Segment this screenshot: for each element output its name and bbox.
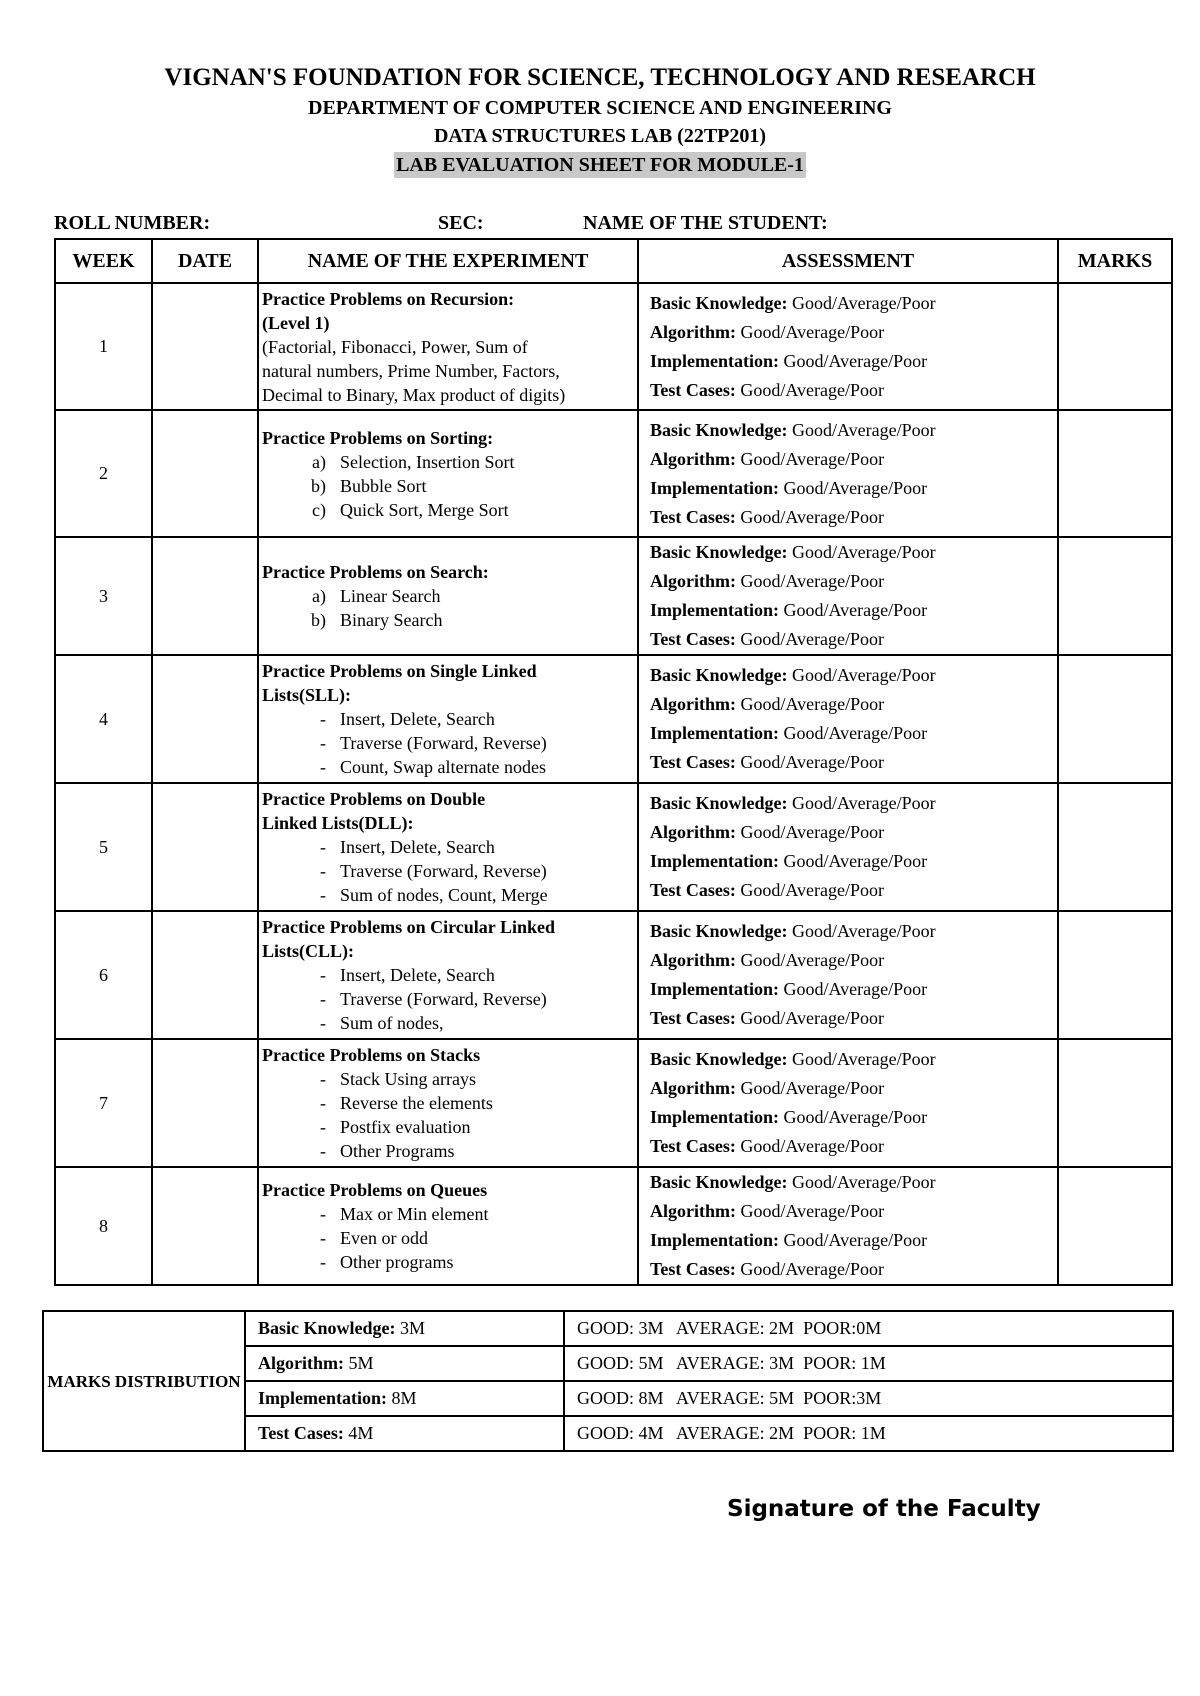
institution-name: VIGNAN'S FOUNDATION FOR SCIENCE, TECHNOLOGY AND RESEARCH [164, 64, 1036, 91]
table-row [55, 1039, 1172, 1167]
criterion-label: Implementation: [650, 851, 779, 871]
item-marker: - [320, 861, 326, 881]
criterion-max-marks: 4M [348, 1423, 374, 1443]
item-text: Traverse (Forward, Reverse) [340, 989, 547, 1009]
marks-distribution-label: MARKS DISTRIBUTION [43, 1311, 245, 1451]
item-marker: - [320, 989, 326, 1009]
distribution-scale: GOOD: 3M AVERAGE: 2M POOR:0M [564, 1311, 1173, 1346]
experiment-cell [258, 655, 638, 783]
week-number: 5 [55, 783, 152, 911]
criterion-label: Test Cases: [650, 1136, 736, 1156]
item-marker: - [320, 1252, 326, 1272]
assessment-cell [638, 537, 1058, 655]
date-cell [152, 537, 258, 655]
distribution-criterion [245, 1346, 564, 1381]
criterion-scale: Good/Average/Poor [740, 1078, 885, 1098]
criterion-label: Algorithm: [650, 822, 736, 842]
experiment-cell [258, 911, 638, 1039]
item-text: Selection, Insertion Sort [340, 451, 515, 472]
criterion-label: Implementation: [650, 723, 779, 743]
item-marker: a) [312, 451, 326, 472]
item-text: Quick Sort, Merge Sort [340, 499, 509, 520]
course-name: DATA STRUCTURES LAB (22TP201) [433, 125, 767, 147]
item-marker: - [320, 709, 326, 729]
table-row [55, 537, 1172, 655]
item-text: Postfix evaluation [340, 1117, 471, 1137]
distribution-scale: GOOD: 5M AVERAGE: 3M POOR: 1M [564, 1346, 1173, 1381]
experiment-title: Practice Problems on Stacks [262, 1045, 481, 1065]
criterion-scale: Good/Average/Poor [783, 1107, 928, 1127]
marks-distribution-table [42, 1310, 1174, 1452]
column-header: MARKS [1058, 239, 1172, 283]
criterion-label: Basic Knowledge: [650, 793, 788, 813]
item-marker: b) [311, 610, 326, 630]
experiment-item [262, 755, 637, 779]
assessment-line [650, 1045, 1057, 1074]
item-marker: - [320, 837, 326, 857]
criterion-label: Algorithm: [650, 321, 736, 342]
item-marker: - [320, 1228, 326, 1248]
experiment-cell [258, 283, 638, 410]
criterion-label: Algorithm: [650, 571, 736, 591]
criterion-scale: Good/Average/Poor [740, 752, 884, 772]
criterion-label: Basic Knowledge: [650, 1172, 788, 1192]
assessment-cell [638, 283, 1058, 410]
assessment-line [650, 567, 1057, 596]
assessment-cell [638, 783, 1058, 911]
criterion-scale: Good/Average/Poor [740, 448, 885, 469]
criterion-label: Basic Knowledge: [258, 1318, 396, 1338]
experiment-title: (Level 1) [262, 312, 330, 333]
assessment-line [650, 416, 1057, 445]
assessment-line [650, 503, 1057, 532]
marks-cell [1058, 783, 1172, 911]
date-cell [152, 655, 258, 783]
criterion-scale: Good/Average/Poor [783, 723, 928, 743]
column-header: ASSESSMENT [638, 239, 1058, 283]
criterion-max-marks: 3M [400, 1318, 426, 1338]
distribution-scale: GOOD: 8M AVERAGE: 5M POOR:3M [564, 1381, 1173, 1416]
assessment-line [650, 347, 1057, 376]
assessment-line [650, 748, 1057, 777]
experiment-description: natural numbers, Prime Number, Factors, [262, 360, 560, 381]
criterion-label: Implementation: [650, 1107, 779, 1127]
assessment-cell [638, 911, 1058, 1039]
assessment-line [650, 445, 1057, 474]
assessment-line [650, 1255, 1057, 1284]
experiment-cell [258, 1039, 638, 1167]
experiment-item [262, 584, 637, 608]
assessment-cell [638, 1167, 1058, 1285]
experiment-item [262, 1091, 637, 1115]
criterion-scale: Good/Average/Poor [740, 1136, 884, 1156]
roll-number-label: ROLL NUMBER: [54, 212, 211, 234]
item-text: Max or Min element [340, 1204, 489, 1224]
criterion-scale: Good/Average/Poor [792, 419, 936, 440]
item-marker: - [320, 1093, 326, 1113]
marks-cell [1058, 911, 1172, 1039]
week-number: 2 [55, 410, 152, 537]
criterion-scale: Good/Average/Poor [740, 694, 885, 714]
criterion-scale: Good/Average/Poor [783, 350, 928, 371]
table-row [55, 410, 1172, 537]
item-text: Binary Search [340, 610, 443, 630]
item-marker: c) [312, 499, 326, 520]
criterion-label: Test Cases: [650, 752, 736, 772]
experiment-item [262, 883, 637, 907]
criterion-label: Test Cases: [650, 379, 736, 400]
section-label: SEC: [438, 212, 484, 234]
experiment-item [262, 450, 637, 474]
date-cell [152, 283, 258, 410]
criterion-label: Basic Knowledge: [650, 1049, 788, 1069]
experiment-item [262, 1139, 637, 1163]
criterion-scale: Good/Average/Poor [783, 1230, 928, 1250]
criterion-scale: Good/Average/Poor [783, 851, 928, 871]
distribution-criterion [245, 1311, 564, 1346]
experiment-item [262, 1202, 637, 1226]
criterion-scale: Good/Average/Poor [740, 321, 885, 342]
experiment-title: Practice Problems on Search: [262, 562, 489, 582]
criterion-label: Basic Knowledge: [650, 419, 788, 440]
table-header-row [55, 239, 1172, 283]
item-text: Insert, Delete, Search [340, 709, 495, 729]
distribution-row [43, 1311, 1173, 1346]
experiment-title: Linked Lists(DLL): [262, 813, 414, 833]
item-text: Count, Swap alternate nodes [340, 757, 546, 777]
criterion-label: Test Cases: [650, 1008, 736, 1028]
week-number: 3 [55, 537, 152, 655]
week-number: 6 [55, 911, 152, 1039]
item-text: Linear Search [340, 586, 441, 606]
table-row [55, 283, 1172, 410]
criterion-scale: Good/Average/Poor [740, 822, 885, 842]
experiment-cell [258, 783, 638, 911]
experiment-item [262, 1226, 637, 1250]
assessment-line [650, 376, 1057, 405]
experiment-title: Practice Problems on Circular Linked [262, 917, 555, 937]
marks-cell [1058, 1167, 1172, 1285]
distribution-criterion [245, 1416, 564, 1451]
item-text: Other Programs [340, 1141, 455, 1161]
assessment-line [650, 1103, 1057, 1132]
assessment-line [650, 818, 1057, 847]
week-number: 1 [55, 283, 152, 410]
item-marker: b) [311, 475, 326, 496]
criterion-label: Implementation: [650, 979, 779, 999]
criterion-label: Test Cases: [650, 880, 736, 900]
experiment-item [262, 859, 637, 883]
experiment-item [262, 1250, 637, 1274]
date-cell [152, 1039, 258, 1167]
criterion-scale: Good/Average/Poor [792, 665, 936, 685]
date-cell [152, 783, 258, 911]
criterion-label: Basic Knowledge: [650, 921, 788, 941]
criterion-scale: Good/Average/Poor [792, 1172, 936, 1192]
week-number: 4 [55, 655, 152, 783]
criterion-label: Basic Knowledge: [650, 665, 788, 685]
item-marker: - [320, 1117, 326, 1137]
marks-cell [1058, 410, 1172, 537]
item-text: Insert, Delete, Search [340, 965, 495, 985]
item-text: Sum of nodes, Count, Merge [340, 885, 548, 905]
marks-cell [1058, 1039, 1172, 1167]
assessment-line [650, 690, 1057, 719]
experiment-item [262, 1067, 637, 1091]
criterion-scale: Good/Average/Poor [792, 292, 936, 313]
criterion-label: Algorithm: [650, 694, 736, 714]
assessment-line [650, 596, 1057, 625]
item-text: Reverse the elements [340, 1093, 493, 1113]
assessment-cell [638, 1039, 1058, 1167]
criterion-scale: Good/Average/Poor [783, 477, 928, 498]
criterion-scale: Good/Average/Poor [740, 950, 885, 970]
column-header: NAME OF THE EXPERIMENT [258, 239, 638, 283]
experiment-item [262, 731, 637, 755]
experiment-title: Practice Problems on Sorting: [262, 427, 494, 448]
experiment-cell [258, 1167, 638, 1285]
experiment-item [262, 1011, 637, 1035]
assessment-line [650, 1197, 1057, 1226]
marks-cell [1058, 655, 1172, 783]
item-marker: - [320, 1141, 326, 1161]
evaluation-table [54, 238, 1173, 1286]
criterion-scale: Good/Average/Poor [792, 542, 936, 562]
date-cell [152, 911, 258, 1039]
assessment-line [650, 975, 1057, 1004]
document-header [0, 62, 1200, 178]
criterion-scale: Good/Average/Poor [783, 979, 928, 999]
experiment-description: (Factorial, Fibonacci, Power, Sum of [262, 336, 528, 357]
criterion-scale: Good/Average/Poor [740, 1008, 884, 1028]
sheet-title: LAB EVALUATION SHEET FOR MODULE-1 [396, 154, 804, 176]
criterion-scale: Good/Average/Poor [740, 1259, 884, 1279]
experiment-item [262, 835, 637, 859]
criterion-label: Algorithm: [258, 1353, 344, 1373]
criterion-label: Implementation: [650, 600, 779, 620]
criterion-label: Test Cases: [650, 506, 736, 527]
item-text: Sum of nodes, [340, 1013, 444, 1033]
assessment-line [650, 474, 1057, 503]
assessment-line [650, 946, 1057, 975]
experiment-item [262, 474, 637, 498]
criterion-scale: Good/Average/Poor [740, 629, 884, 649]
criterion-scale: Good/Average/Poor [740, 880, 884, 900]
item-text: Bubble Sort [340, 475, 427, 496]
date-cell [152, 410, 258, 537]
criterion-scale: Good/Average/Poor [792, 793, 936, 813]
experiment-title: Practice Problems on Queues [262, 1180, 488, 1200]
criterion-scale: Good/Average/Poor [740, 1201, 885, 1221]
column-header: WEEK [55, 239, 152, 283]
experiment-item [262, 707, 637, 731]
week-number: 7 [55, 1039, 152, 1167]
experiment-item [262, 1115, 637, 1139]
criterion-label: Test Cases: [650, 1259, 736, 1279]
criterion-label: Algorithm: [650, 448, 736, 469]
criterion-label: Algorithm: [650, 1201, 736, 1221]
item-text: Insert, Delete, Search [340, 837, 495, 857]
criterion-scale: Good/Average/Poor [783, 600, 928, 620]
criterion-max-marks: 5M [348, 1353, 374, 1373]
item-text: Traverse (Forward, Reverse) [340, 861, 547, 881]
item-marker: - [320, 1013, 326, 1033]
assessment-line [650, 719, 1057, 748]
faculty-signature-label: Signature of the Faculty [727, 1496, 1041, 1522]
experiment-item [262, 963, 637, 987]
distribution-criterion [245, 1381, 564, 1416]
criterion-label: Implementation: [650, 350, 779, 371]
experiment-item [262, 987, 637, 1011]
assessment-line [650, 1132, 1057, 1161]
item-marker: - [320, 757, 326, 777]
marks-cell [1058, 537, 1172, 655]
criterion-label: Implementation: [650, 477, 779, 498]
experiment-item [262, 498, 637, 522]
assessment-line [650, 625, 1057, 654]
criterion-scale: Good/Average/Poor [792, 1049, 936, 1069]
criterion-label: Test Cases: [258, 1423, 344, 1443]
criterion-label: Implementation: [650, 1230, 779, 1250]
assessment-line [650, 917, 1057, 946]
assessment-line [650, 1226, 1057, 1255]
department-name: DEPARTMENT OF COMPUTER SCIENCE AND ENGINEERING [308, 97, 892, 119]
assessment-cell [638, 410, 1058, 537]
criterion-max-marks: 8M [391, 1388, 417, 1408]
criterion-label: Test Cases: [650, 629, 736, 649]
experiment-cell [258, 537, 638, 655]
experiment-title: Practice Problems on Double [262, 789, 486, 809]
table-row [55, 911, 1172, 1039]
experiment-title: Practice Problems on Single Linked [262, 661, 537, 681]
experiment-title: Lists(SLL): [262, 685, 352, 705]
item-marker: - [320, 1204, 326, 1224]
assessment-line [650, 1168, 1057, 1197]
item-marker: - [320, 733, 326, 753]
assessment-line [650, 789, 1057, 818]
table-row [55, 655, 1172, 783]
criterion-label: Basic Knowledge: [650, 292, 788, 313]
criterion-label: Basic Knowledge: [650, 542, 788, 562]
date-cell [152, 1167, 258, 1285]
item-marker: a) [312, 586, 326, 606]
marks-cell [1058, 283, 1172, 410]
item-text: Traverse (Forward, Reverse) [340, 733, 547, 753]
experiment-description: Decimal to Binary, Max product of digits) [262, 384, 566, 405]
assessment-line [650, 1004, 1057, 1033]
assessment-line [650, 876, 1057, 905]
criterion-scale: Good/Average/Poor [740, 571, 885, 591]
assessment-line [650, 289, 1057, 318]
student-name-label: NAME OF THE STUDENT: [583, 212, 828, 234]
item-marker: - [320, 885, 326, 905]
assessment-line [650, 847, 1057, 876]
assessment-cell [638, 655, 1058, 783]
experiment-cell [258, 410, 638, 537]
week-number: 8 [55, 1167, 152, 1285]
distribution-scale: GOOD: 4M AVERAGE: 2M POOR: 1M [564, 1416, 1173, 1451]
criterion-scale: Good/Average/Poor [792, 921, 936, 941]
assessment-line [650, 1074, 1057, 1103]
table-row [55, 783, 1172, 911]
criterion-label: Algorithm: [650, 950, 736, 970]
criterion-scale: Good/Average/Poor [740, 379, 884, 400]
item-text: Stack Using arrays [340, 1069, 476, 1089]
column-header: DATE [152, 239, 258, 283]
criterion-label: Implementation: [258, 1388, 387, 1408]
item-marker: - [320, 1069, 326, 1089]
experiment-title: Lists(CLL): [262, 941, 355, 961]
table-row [55, 1167, 1172, 1285]
experiment-title: Practice Problems on Recursion: [262, 288, 515, 309]
assessment-line [650, 661, 1057, 690]
experiment-item [262, 608, 637, 632]
assessment-line [650, 318, 1057, 347]
assessment-line [650, 538, 1057, 567]
item-text: Even or odd [340, 1228, 428, 1248]
item-marker: - [320, 965, 326, 985]
criterion-scale: Good/Average/Poor [740, 506, 884, 527]
item-text: Other programs [340, 1252, 454, 1272]
criterion-label: Algorithm: [650, 1078, 736, 1098]
